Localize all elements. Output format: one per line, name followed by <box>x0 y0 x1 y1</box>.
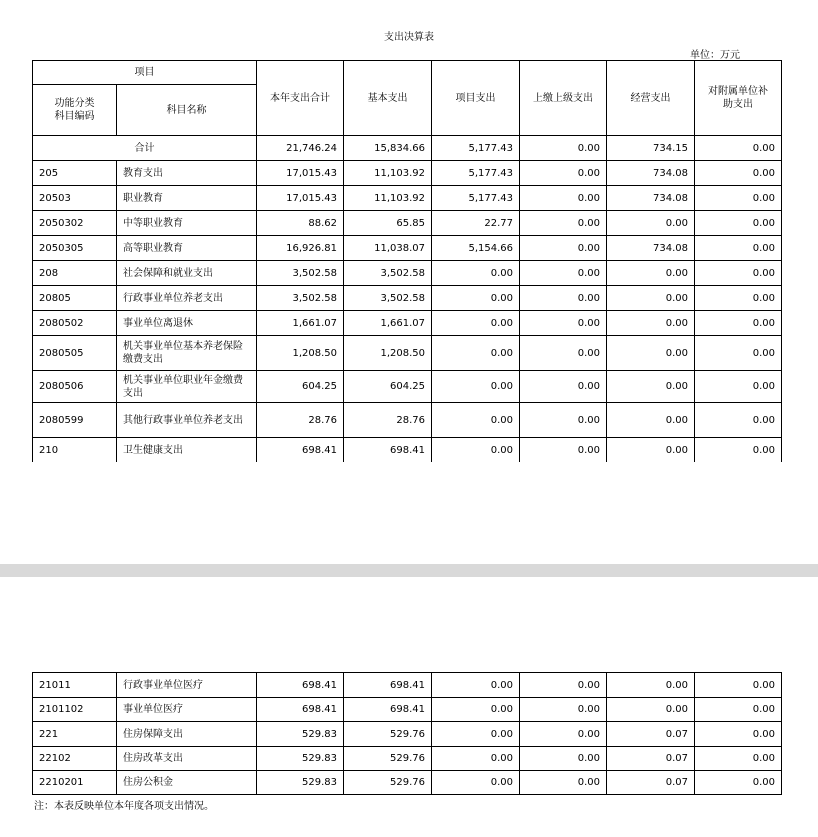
row-value: 0.00 <box>520 403 607 438</box>
header-project: 项目 <box>33 61 257 85</box>
row-value: 0.00 <box>520 336 607 371</box>
row-code: 2080502 <box>33 311 117 336</box>
row-value: 0.00 <box>432 336 520 371</box>
row-subject-name: 行政事业单位养老支出 <box>117 286 257 311</box>
row-subject-name: 教育支出 <box>117 161 257 186</box>
row-code: 2050302 <box>33 211 117 236</box>
row-subject-name: 事业单位医疗 <box>117 698 257 722</box>
row-value: 0.00 <box>607 311 695 336</box>
row-value: 0.00 <box>695 771 782 795</box>
row-value: 0.00 <box>607 673 695 698</box>
table-row <box>33 336 782 371</box>
row-value: 0.00 <box>520 747 607 771</box>
row-value: 0.00 <box>520 161 607 186</box>
row-value: 0.00 <box>695 698 782 722</box>
table-note: 注：本表反映单位本年度各项支出情况。 <box>34 801 214 812</box>
row-value: 3,502.58 <box>344 286 432 311</box>
row-value: 0.00 <box>607 261 695 286</box>
row-code: 20805 <box>33 286 117 311</box>
row-value: 0.00 <box>695 371 782 403</box>
row-value: 0.07 <box>607 771 695 795</box>
row-value: 0.00 <box>695 286 782 311</box>
row-value: 0.00 <box>520 698 607 722</box>
header-func-code: 功能分类 科目编码 <box>33 85 117 136</box>
row-code: 2101102 <box>33 698 117 722</box>
row-value: 698.41 <box>344 438 432 463</box>
row-subject-name: 机关事业单位职业年金缴费支出 <box>117 371 257 403</box>
table-row <box>33 771 782 795</box>
row-value: 5,177.43 <box>432 186 520 211</box>
row-code: 210 <box>33 438 117 463</box>
row-value: 0.00 <box>607 438 695 463</box>
total-row <box>33 136 782 161</box>
row-subject-name: 住房公积金 <box>117 771 257 795</box>
row-value: 529.76 <box>344 771 432 795</box>
row-value: 1,208.50 <box>344 336 432 371</box>
row-code: 2080505 <box>33 336 117 371</box>
row-value: 0.00 <box>695 673 782 698</box>
row-value: 0.00 <box>432 673 520 698</box>
row-value: 698.41 <box>257 673 344 698</box>
row-value: 0.00 <box>520 771 607 795</box>
row-value: 0.00 <box>520 236 607 261</box>
row-value: 0.00 <box>520 371 607 403</box>
row-code: 221 <box>33 722 117 747</box>
table-row <box>33 747 782 771</box>
page-gap <box>0 462 818 564</box>
row-value: 734.08 <box>607 161 695 186</box>
row-value: 0.00 <box>432 771 520 795</box>
table-row <box>33 161 782 186</box>
row-value: 0.00 <box>607 698 695 722</box>
row-value: 529.76 <box>344 747 432 771</box>
table-row <box>33 673 782 698</box>
row-value: 0.00 <box>607 371 695 403</box>
row-value: 0.00 <box>695 261 782 286</box>
row-code: 2050305 <box>33 236 117 261</box>
row-value: 0.00 <box>432 438 520 463</box>
row-code: 2080506 <box>33 371 117 403</box>
page-divider <box>0 564 818 577</box>
row-value: 529.83 <box>257 747 344 771</box>
row-value: 17,015.43 <box>257 161 344 186</box>
row-value: 5,154.66 <box>432 236 520 261</box>
row-value: 529.83 <box>257 771 344 795</box>
table-row <box>33 722 782 747</box>
row-code: 208 <box>33 261 117 286</box>
row-value: 11,038.07 <box>344 236 432 261</box>
total-value: 21,746.24 <box>257 136 344 161</box>
row-value: 3,502.58 <box>257 261 344 286</box>
row-code: 205 <box>33 161 117 186</box>
row-subject-name: 卫生健康支出 <box>117 438 257 463</box>
row-value: 0.00 <box>695 186 782 211</box>
row-code: 21011 <box>33 673 117 698</box>
header-row-top <box>33 61 782 85</box>
row-value: 0.00 <box>695 722 782 747</box>
row-value: 0.00 <box>607 211 695 236</box>
row-code: 2210201 <box>33 771 117 795</box>
total-value: 0.00 <box>695 136 782 161</box>
row-value: 0.00 <box>520 261 607 286</box>
row-value: 0.00 <box>607 286 695 311</box>
table-row <box>33 311 782 336</box>
row-value: 28.76 <box>257 403 344 438</box>
row-value: 22.77 <box>432 211 520 236</box>
row-code: 2080599 <box>33 403 117 438</box>
row-subject-name: 住房改革支出 <box>117 747 257 771</box>
table-row <box>33 698 782 722</box>
total-value: 734.15 <box>607 136 695 161</box>
row-value: 0.00 <box>520 438 607 463</box>
row-value: 11,103.92 <box>344 161 432 186</box>
row-value: 17,015.43 <box>257 186 344 211</box>
row-value: 698.41 <box>257 698 344 722</box>
row-value: 0.00 <box>695 336 782 371</box>
row-value: 0.00 <box>520 186 607 211</box>
row-subject-name: 高等职业教育 <box>117 236 257 261</box>
expenditure-table-page1 <box>32 60 782 463</box>
row-value: 0.00 <box>520 311 607 336</box>
row-value: 0.00 <box>695 311 782 336</box>
header-subject-name: 科目名称 <box>117 85 257 136</box>
row-value: 698.41 <box>344 698 432 722</box>
row-value: 0.07 <box>607 722 695 747</box>
row-value: 3,502.58 <box>344 261 432 286</box>
page-title: 支出决算表 <box>384 32 434 43</box>
row-subject-name: 职业教育 <box>117 186 257 211</box>
row-value: 1,661.07 <box>344 311 432 336</box>
row-subject-name: 事业单位离退休 <box>117 311 257 336</box>
row-value: 0.00 <box>520 673 607 698</box>
row-code: 22102 <box>33 747 117 771</box>
row-value: 0.00 <box>432 747 520 771</box>
expenditure-table-page2 <box>32 672 782 795</box>
row-value: 604.25 <box>344 371 432 403</box>
row-value: 88.62 <box>257 211 344 236</box>
row-value: 0.00 <box>432 722 520 747</box>
total-value: 5,177.43 <box>432 136 520 161</box>
row-subject-name: 其他行政事业单位养老支出 <box>117 403 257 438</box>
header-project-expense: 项目支出 <box>432 61 520 136</box>
row-subject-name: 机关事业单位基本养老保险缴费支出 <box>117 336 257 371</box>
row-value: 0.00 <box>695 438 782 463</box>
row-value: 0.00 <box>432 698 520 722</box>
row-value: 0.00 <box>695 211 782 236</box>
row-value: 0.00 <box>695 403 782 438</box>
row-value: 0.00 <box>432 371 520 403</box>
row-value: 16,926.81 <box>257 236 344 261</box>
unit-label: 单位：万元 <box>690 50 740 61</box>
table-row <box>33 371 782 403</box>
row-value: 529.76 <box>344 722 432 747</box>
row-value: 604.25 <box>257 371 344 403</box>
row-value: 0.00 <box>607 403 695 438</box>
row-value: 0.00 <box>520 211 607 236</box>
header-basic: 基本支出 <box>344 61 432 136</box>
row-value: 0.00 <box>695 236 782 261</box>
row-subject-name: 行政事业单位医疗 <box>117 673 257 698</box>
table-row <box>33 438 782 463</box>
table-row <box>33 211 782 236</box>
row-value: 0.00 <box>520 286 607 311</box>
header-upper: 上缴上级支出 <box>520 61 607 136</box>
table-row <box>33 403 782 438</box>
total-value: 15,834.66 <box>344 136 432 161</box>
row-code: 20503 <box>33 186 117 211</box>
row-value: 0.00 <box>432 403 520 438</box>
total-value: 0.00 <box>520 136 607 161</box>
row-value: 0.00 <box>695 747 782 771</box>
row-subject-name: 中等职业教育 <box>117 211 257 236</box>
row-value: 698.41 <box>344 673 432 698</box>
row-value: 65.85 <box>344 211 432 236</box>
row-value: 11,103.92 <box>344 186 432 211</box>
row-value: 0.00 <box>432 261 520 286</box>
row-value: 0.00 <box>432 286 520 311</box>
row-value: 0.00 <box>432 311 520 336</box>
row-value: 5,177.43 <box>432 161 520 186</box>
row-value: 0.07 <box>607 747 695 771</box>
header-total: 本年支出合计 <box>257 61 344 136</box>
table-row <box>33 261 782 286</box>
row-value: 28.76 <box>344 403 432 438</box>
total-label: 合计 <box>33 136 257 161</box>
row-subject-name: 住房保障支出 <box>117 722 257 747</box>
row-value: 1,208.50 <box>257 336 344 371</box>
row-subject-name: 社会保障和就业支出 <box>117 261 257 286</box>
row-value: 0.00 <box>695 161 782 186</box>
row-value: 1,661.07 <box>257 311 344 336</box>
table-row <box>33 186 782 211</box>
row-value: 734.08 <box>607 236 695 261</box>
row-value: 0.00 <box>520 722 607 747</box>
row-value: 0.00 <box>607 336 695 371</box>
row-value: 529.83 <box>257 722 344 747</box>
header-subsidiary: 对附属单位补 助支出 <box>695 61 782 136</box>
row-value: 698.41 <box>257 438 344 463</box>
header-business: 经营支出 <box>607 61 695 136</box>
row-value: 734.08 <box>607 186 695 211</box>
row-value: 3,502.58 <box>257 286 344 311</box>
table-row <box>33 286 782 311</box>
table-row <box>33 236 782 261</box>
